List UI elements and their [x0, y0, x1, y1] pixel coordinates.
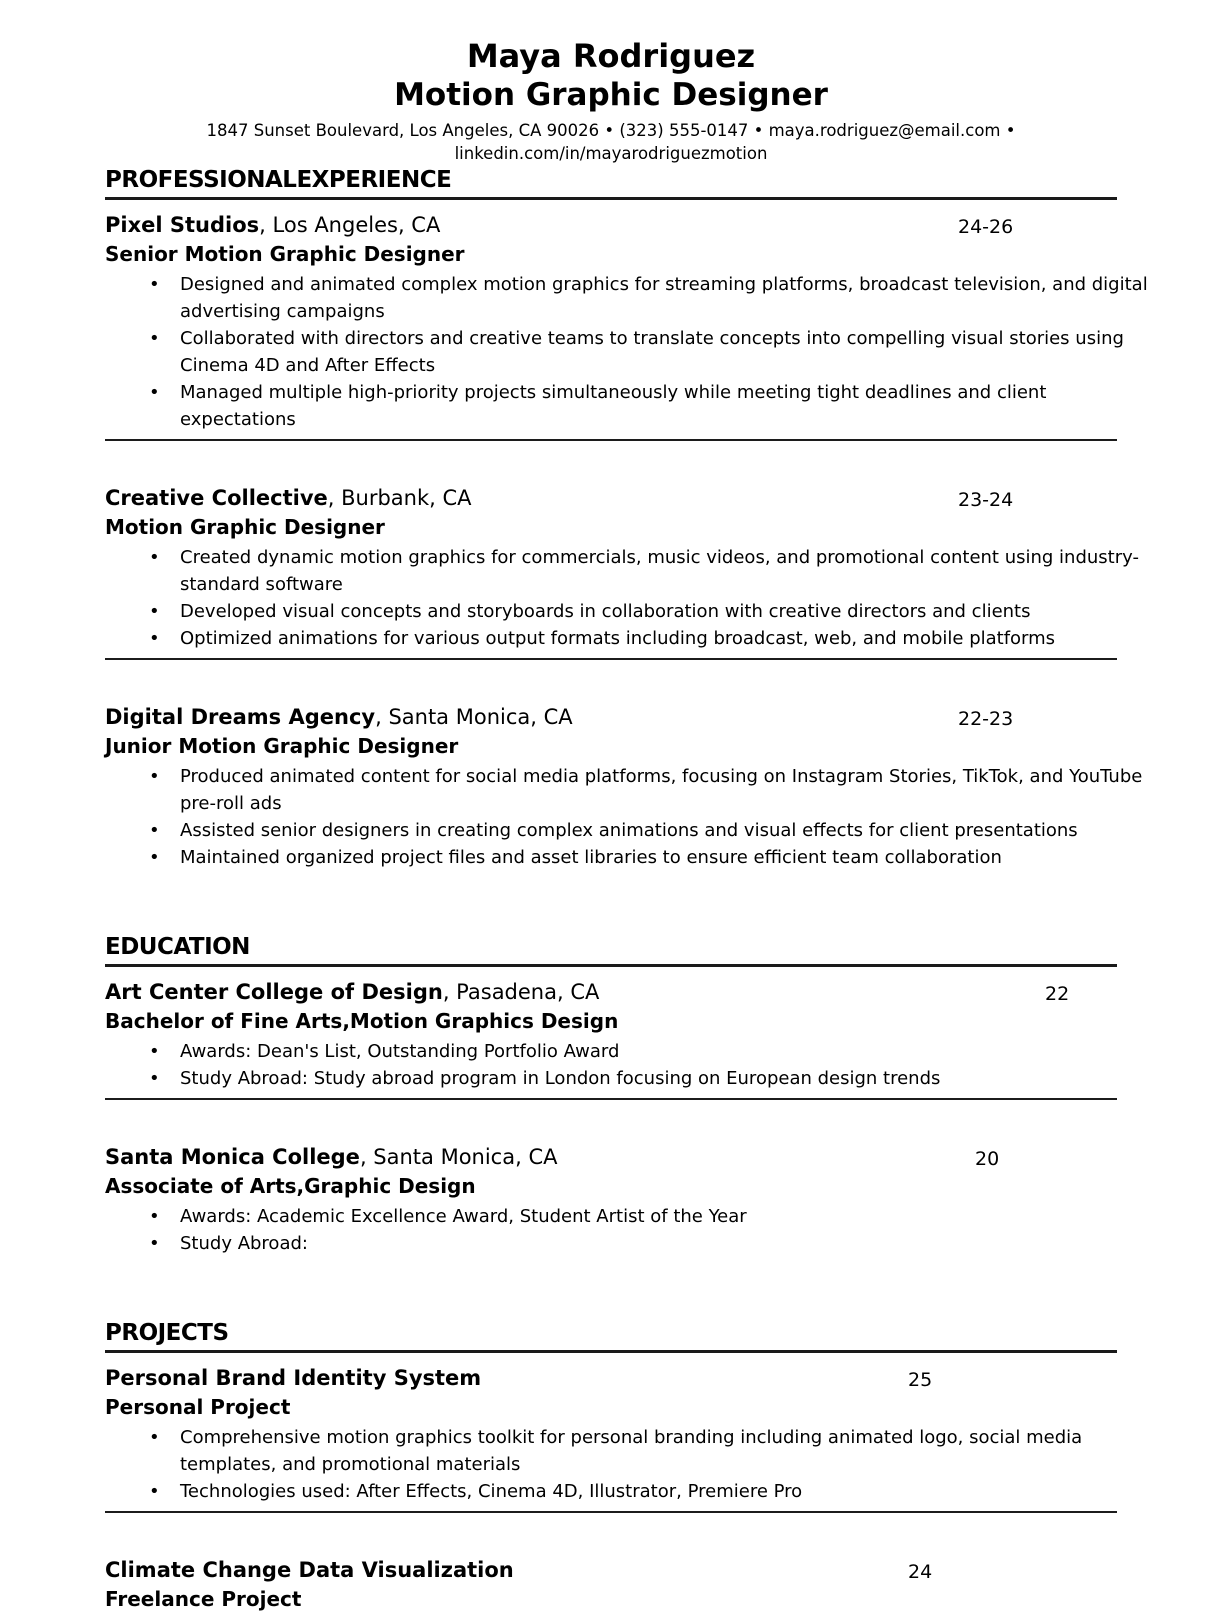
bullet-list: [105, 271, 1153, 433]
bullet-item: • Study Abroad: Study abroad program in London focusing on European design trends: [105, 1065, 1153, 1092]
section-heading-education: EDUCATION: [105, 933, 1117, 967]
bullet-item: • Produced animated content for social media platforms, focusing on Instagram Stories, TikTok, and YouTube pre-roll ads: [105, 763, 1153, 817]
date-range: 23-24: [958, 489, 1014, 511]
bullet-item: • Developed visual concepts and storyboards in collaboration with creative directors and clients: [105, 598, 1153, 625]
school-location: , Pasadena, CA: [442, 980, 600, 1004]
entry-header: [105, 212, 1117, 239]
bullet-item: • Comprehensive motion graphics toolkit for personal branding including animated logo, social media templates, and promotional materials: [105, 1424, 1153, 1478]
entry-divider: [105, 439, 1117, 441]
education-entry-1: [105, 979, 1117, 1092]
contact-line-1: 1847 Sunset Boulevard, Los Angeles, CA 90026 • (323) 555-0147 • maya.rodriguez@email.com •: [206, 121, 1016, 140]
entry-divider: [105, 658, 1117, 660]
bullet-item: • Awards: Dean's List, Outstanding Portfolio Award: [105, 1038, 1153, 1065]
bullet-list: [105, 544, 1153, 652]
date-range: 24-26: [958, 216, 1014, 238]
school-name: Art Center College of Design: [105, 980, 443, 1004]
bullet-item: • Technologies used: After Effects, Cinema 4D, Illustrator, Premiere Pro: [105, 1478, 1153, 1505]
bullet-item: • Assisted senior designers in creating complex animations and visual effects for client presentations: [105, 817, 1153, 844]
section-heading-projects: PROJECTS: [105, 1319, 1117, 1353]
section-education: [105, 933, 1117, 1257]
company-name: Pixel Studios: [105, 213, 260, 237]
experience-entry-3: [105, 704, 1143, 871]
project-type: Freelance Project: [105, 1587, 302, 1611]
resume-header: [105, 36, 1117, 163]
contact-line-2: linkedin.com/in/mayarodriguezmotion: [454, 144, 768, 163]
entry-header: [105, 979, 1117, 1006]
education-entry-2: [105, 1144, 1117, 1257]
entry-divider: [105, 1511, 1117, 1513]
bullet-list: [105, 763, 1153, 871]
bullet-item: • Designed and animated complex motion graphics for streaming platforms, broadcast television, and digital advertising campaigns: [105, 271, 1153, 325]
section-heading-experience: PROFESSIONALEXPERIENCE: [105, 166, 1117, 200]
bullet-list: [105, 1038, 1153, 1092]
degree: Bachelor of Fine Arts,Motion Graphics Design: [105, 1009, 619, 1033]
bullet-list: [105, 1424, 1153, 1505]
experience-entry-2: [105, 485, 1139, 652]
project-entry-1: [105, 1365, 1117, 1505]
project-entry-2: [105, 1557, 1117, 1612]
bullet-item: • Created dynamic motion graphics for commercials, music videos, and promotional content using industry-standard software: [105, 544, 1153, 598]
job-title: Junior Motion Graphic Designer: [105, 734, 459, 758]
degree: Associate of Arts,Graphic Design: [105, 1174, 476, 1198]
date-range: 22: [1045, 983, 1070, 1005]
project-name: Climate Change Data Visualization: [105, 1558, 514, 1582]
date-range: 22-23: [958, 708, 1014, 730]
date-range: 20: [975, 1148, 1000, 1170]
project-type: Personal Project: [105, 1395, 291, 1419]
job-title: Motion Graphic Designer: [105, 515, 385, 539]
entry-header: [105, 1557, 1117, 1584]
bullet-item: • Awards: Academic Excellence Award, Student Artist of the Year: [105, 1203, 1153, 1230]
entry-header: [105, 704, 1117, 731]
company-name: Digital Dreams Agency: [105, 705, 376, 729]
experience-entry-1: [105, 212, 1148, 433]
date-range: 24: [908, 1561, 933, 1583]
section-experience: [105, 166, 1148, 871]
project-name: Personal Brand Identity System: [105, 1366, 482, 1390]
job-title: Senior Motion Graphic Designer: [105, 242, 465, 266]
school-location: , Santa Monica, CA: [359, 1145, 558, 1169]
entry-header: [105, 1144, 1117, 1171]
person-title: Motion Graphic Designer: [394, 77, 828, 113]
person-name: Maya Rodriguez: [466, 37, 756, 75]
entry-header: [105, 1365, 1117, 1392]
bullet-item: • Managed multiple high-priority projects simultaneously while meeting tight deadlines and client expectations: [105, 379, 1153, 433]
school-name: Santa Monica College: [105, 1145, 360, 1169]
bullet-item: • Maintained organized project files and asset libraries to ensure efficient team collaboration: [105, 844, 1153, 871]
entry-divider: [105, 1098, 1117, 1100]
bullet-item: • Collaborated with directors and creative teams to translate concepts into compelling visual stories using Cinema 4D and After Effects: [105, 325, 1153, 379]
bullet-item: • Study Abroad:: [105, 1230, 1153, 1257]
date-range: 25: [908, 1369, 933, 1391]
contact-info: [105, 119, 1117, 163]
section-projects: [105, 1319, 1117, 1612]
company-name: Creative Collective: [105, 486, 328, 510]
company-location: , Los Angeles, CA: [259, 213, 441, 237]
company-location: , Santa Monica, CA: [375, 705, 573, 729]
bullet-list: [105, 1203, 1153, 1257]
entry-header: [105, 485, 1117, 512]
bullet-item: • Optimized animations for various output formats including broadcast, web, and mobile platforms: [105, 625, 1153, 652]
company-location: , Burbank, CA: [327, 486, 472, 510]
